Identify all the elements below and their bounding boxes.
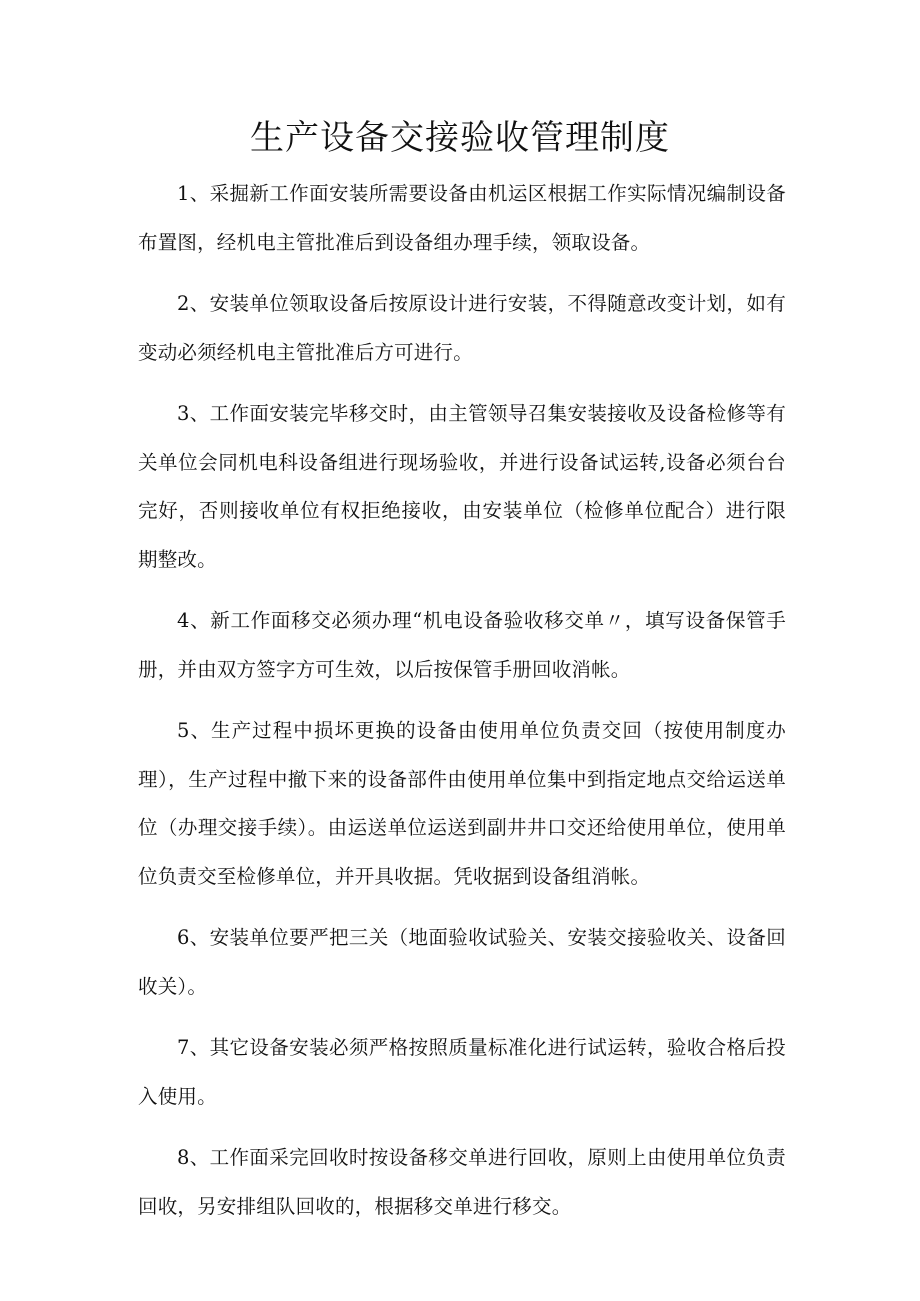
paragraph-3: 3、工作面安装完毕移交时，由主管领导召集安装接收及设备检修等有关单位会同机电科设备组进行现场验收，并进行设备试运转,设备必须台台完好，否则接收单位有权拒绝接收，由安装单位（检修单位配合）进行限期整改。 xyxy=(138,402,786,571)
paragraph-7: 7、其它设备安装必须严格按照质量标准化进行试运转，验收合格后投入使用。 xyxy=(138,1036,786,1108)
paragraph-4: 4、新工作面移交必须办理“机电设备验收移交单〃，填写设备保管手册，并由双方签字方可生效，以后按保管手册回收消帐。 xyxy=(138,609,786,681)
document-title: 生产设备交接验收管理制度 xyxy=(250,118,670,158)
paragraph-2: 2、安装单位领取设备后按原设计进行安装，不得随意改变计划，如有变动必须经机电主管批准后方可进行。 xyxy=(138,292,786,364)
paragraph-1: 1、采掘新工作面安装所需要设备由机运区根据工作实际情况编制设备布置图，经机电主管批准后到设备组办理手续，领取设备。 xyxy=(138,182,786,254)
paragraph-8: 8、工作面采完回收时按设备移交单进行回收，原则上由使用单位负责回收，另安排组队回收的，根据移交单进行移交。 xyxy=(138,1146,786,1218)
paragraph-5: 5、生产过程中损坏更换的设备由使用单位负责交回（按使用制度办理），生产过程中撤下来的设备部件由使用单位集中到指定地点交给运送单位（办理交接手续）。由运送单位运送到副井井口交还给使用单位，使用单位负责交至检修单位，并开具收据。凭收据到设备组消帐。 xyxy=(138,719,786,888)
paragraph-6: 6、安装单位要严把三关（地面验收试验关、安装交接验收关、设备回收关）。 xyxy=(138,926,786,998)
document-body xyxy=(138,170,786,1244)
